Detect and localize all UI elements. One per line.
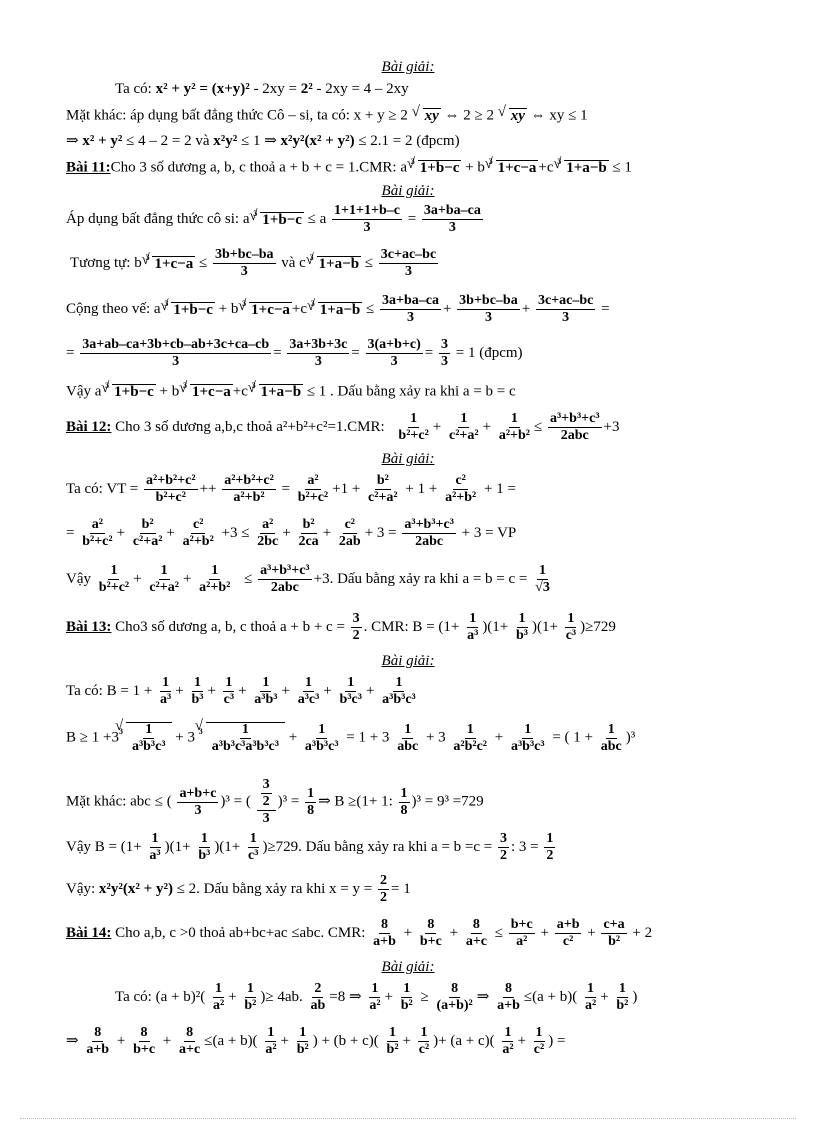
b13-line-5: Vậy: x²y²(x² + y²) ≤ 2. Dấu bằng xảy ra khi x = y = $\frac{2}{2}$ = 1 — [66, 873, 411, 905]
fraction: $\frac{\text{a²}}{2bc}$ — [257, 517, 279, 549]
b13-line-2: $B \ge 1 +3^3$ √ $\frac{1}{\text{a³b³c³}}$ + 3 $^3$ √ $\frac{1}{\text{a³b³c³a³b³c³}}$ + $\frac{1}{\text{a³b³c³}}$ = 1 + 3 $\frac{1}{\text{abc}}$ + 3 $\frac{1}{\text{a²b²c²}}$ + $\frac{1}{\text{a³b³c³}}$ = ( 1 + $\frac{1}{\text{abc}}$ )³ — [66, 722, 816, 754]
fraction: $\frac{1}{√3}$ — [535, 563, 550, 595]
fraction: $\frac{1}{\text{a³b³c³}}$ — [510, 721, 545, 754]
fraction: $\frac{1}{\text{b³}}$ — [198, 831, 211, 863]
fraction: $\frac{1}{\text{c³}}$ — [248, 831, 259, 863]
problem-13: Bài 13: Cho3 số dương a, b, c thoả a + b + c = $\frac{3}{2}$ . CMR: B = (1+ $\frac{1}{\text{a³}}$ )(1+ $\frac{1}{\text{b³}}$ )(1+ $\frac{1}{\text{c³}}$ )≥729 — [66, 611, 616, 643]
fraction: $\frac{1}{8}$ — [307, 785, 315, 818]
solution-heading: Bài giải: — [381, 59, 435, 76]
fraction: $\frac{1}{\text{a²}}$ — [369, 981, 381, 1013]
fraction: $\frac{1}{\text{a³}}$ — [149, 831, 161, 863]
fraction: $\frac{3a+ab-ca+3b+cb-ab+3c+ca-cb}{3}$ — [82, 337, 270, 369]
b14-line-1: Ta có: (a + b)²( $\frac{1}{\text{a²}}$ + $\frac{1}{\text{b²}}$ )≥ 4ab. $\frac{2}{ab}$ =8 ⇒ $\frac{1}{\text{a²}}$ + $\frac{1}{\text{b²}}$ ≥ $\frac{8}{\text{(a+b)²}}$ ⇒ $\frac{8}{a+b}$ ≤(a + b)( $\frac{1}{\text{a²}}$ + $\frac{1}{\text{b²}}$ ) — [115, 981, 638, 1013]
b12-line-3: Vậy $\frac{1}{\text{b²+c²}}$ + $\frac{1}{\text{c²+a²}}$ + $\frac{1}{\text{a²+b²}}$ ≤ $\frac{\text{a³+b³+c³}}{\text{2abc}}$ +3. Dấu bằng xảy ra khi a = b = c = $\frac{1}{√3}$ — [66, 563, 550, 595]
fraction: $\frac{1}{\text{c³}}$ — [565, 611, 577, 643]
fraction: $\frac{1}{8}$ — [400, 785, 408, 818]
fraction: $\frac{1}{\text{c²}}$ — [418, 1025, 430, 1057]
fraction: $\frac{\text{a³+b³+c³}}{\text{2abc}}$ — [260, 563, 310, 595]
fraction: $\frac{a+b}{\text{c²}}$ — [556, 917, 580, 949]
solution-heading-12: Bài giải: — [381, 451, 435, 468]
fraction: $\frac{3}{2}$ — [500, 831, 507, 863]
b13-line-1: Ta có: B = 1 + $\frac{1}{\text{a³}}$ + $\frac{1}{\text{b³}}$ + $\frac{1}{\text{c³}}$ + $\frac{1}{\text{a³b³}}$ + $\frac{1}{\text{a³c³}}$ + $\frac{1}{\text{b³c³}}$ + $\frac{1}{\text{a³b³c³}}$ — [66, 675, 416, 707]
problem-11: Bài 11:Cho 3 số dương a, b, c thoả a + b + c = 1.CMR: a $^3$√ 1+b−c + b $^3$√ 1+c−a +c $^3$√ 1+a−b ≤ 1 — [66, 160, 816, 176]
fraction: $\frac{8}{\text{(a+b)²}}$ — [436, 981, 473, 1013]
b12-line-1: Ta có: VT = $\frac{\text{a²+b²+c²}}{\text{b²+c²}}$ ++ $\frac{\text{a²+b²+c²}}{\text{a²+b²}}$ = $\frac{\text{a²}}{\text{b²+c²}}$ +1 + $\frac{\text{b²}}{\text{c²+a²}}$ + 1 + $\frac{\text{c²}}{\text{a²+b²}}$ + 1 = — [66, 473, 516, 505]
fraction: $\frac{1}{\text{a³}}$ — [160, 675, 172, 707]
fraction: $\frac{1}{\text{a²}}$ — [212, 981, 225, 1013]
fraction: $\frac{1}{\text{a²}}$ — [584, 981, 597, 1013]
b14-line-2: ⇒ $\frac{8}{a+b}$ + $\frac{8}{b+c}$ + $\frac{8}{a+c}$ ≤(a + b)( $\frac{1}{\text{a²}}$ + $\frac{1}{\text{b²}}$ ) + (b + c)( $\frac{1}{\text{b²}}$ + $\frac{1}{\text{c²}}$ )+ (a + c)( $\frac{1}{\text{a²}}$ + $\frac{1}{\text{c²}}$ ) = — [66, 1025, 566, 1057]
fraction: $\frac{1}{\text{a³c³}}$ — [297, 675, 320, 707]
fraction: $\frac{\frac{3}{2}}{3}$ — [257, 778, 276, 826]
fraction: $\frac{\text{a²}}{\text{b²+c²}}$ — [297, 473, 329, 505]
fraction: $\frac{1}{\text{c²+a²}}$ — [149, 563, 179, 595]
fraction: $\frac{\text{a³+b³+c³}}{\text{2abc}}$ — [404, 517, 454, 549]
fraction: $\frac{\text{b²}}{\text{c²+a²}}$ — [368, 473, 398, 505]
fraction: $\frac{c+a}{\text{b²}}$ — [603, 917, 625, 949]
fraction: $\frac{3(a+b+c)}{3}$ — [367, 337, 421, 369]
fraction: $\frac{1}{\text{b²}}$ — [296, 1025, 309, 1057]
fraction: $\frac{8}{a+b}$ — [86, 1025, 110, 1057]
b11-line-4: = $\frac{3a+ab-ca+3b+cb-ab+3c+ca-cb}{3}$ = $\frac{3a+3b+3c}{3}$ = $\frac{3(a+b+c)}{3}$ = $\frac{3}{3}$ = 1 (đpcm) — [66, 337, 523, 369]
fraction: $\frac{8}{a+c}$ — [465, 917, 488, 949]
fraction: $\frac{1}{\text{c²}}$ — [533, 1025, 545, 1057]
fraction: $\frac{\text{c²}}{\text{a²+b²}}$ — [182, 517, 214, 549]
b12-line-2: = $\frac{\text{a²}}{\text{b²+c²}}$ + $\frac{\text{b²}}{\text{c²+a²}}$ + $\frac{\text{c²}}{\text{a²+b²}}$ +3 ≤ $\frac{\text{a²}}{2bc}$ + $\frac{\text{b²}}{2ca}$ + $\frac{\text{c²}}{2ab}$ + 3 = $\frac{\text{a³+b³+c³}}{\text{2abc}}$ + 3 = VP — [66, 517, 517, 549]
fraction: $\frac{\text{a²+b²+c²}}{\text{a²+b²}}$ — [224, 473, 274, 505]
fraction: $\frac{3a+ba-ca}{3}$ — [381, 293, 439, 325]
fraction: $\frac{1}{\text{b²}}$ — [616, 981, 629, 1013]
b11-line-1: Áp dụng bất đẳng thức cô si: a $^3$√ 1+b−c ≤ a $\frac{1+1+1+b-c}{3}$ = $\frac{3a+ba-ca}{3}$ — [66, 204, 816, 235]
fraction: $\frac{1}{\text{b²+c²}}$ — [98, 563, 130, 595]
fraction: $\frac{8}{a+b}$ — [497, 981, 520, 1013]
fraction: $\frac{8}{b+c}$ — [133, 1025, 156, 1057]
problem-12: Bài 12: Cho 3 số dương a,b,c thoả a²+b²+c²=1.CMR: $\frac{1}{\text{b²+c²}}$ + $\frac{1}{\text{c²+a²}}$ + $\frac{1}{\text{a²+b²}}$ ≤ $\frac{\text{a³+b³+c³}}{\text{2abc}}$ +3 — [66, 411, 620, 443]
solution-heading-14: Bài giải: — [381, 959, 435, 976]
solution-heading-11: Bài giải: — [381, 183, 435, 200]
fraction: $\frac{1}{\text{a³b³c³}}$ — [382, 675, 416, 707]
fraction: $\frac{1+1+1+b-c}{3}$ — [334, 203, 400, 235]
fraction: $\frac{\text{c²}}{\text{a²+b²}}$ — [445, 473, 477, 505]
fraction: $\frac{\text{b²}}{2ca}$ — [298, 517, 319, 549]
eq-line-2: Mặt khác: áp dụng bất đẳng thức Cô – si, ta có: x + y ≥ 2 √ xy ⇔ 2 ≥ 2 √ xy ⇔ xy ≤ 1 — [66, 108, 816, 124]
fraction: $\frac{1}{\text{b²}}$ — [244, 981, 257, 1013]
fraction: $\frac{1}{\text{a²+b²}}$ — [498, 411, 530, 443]
fraction: $\frac{1}{\text{b²}}$ — [386, 1025, 399, 1057]
fraction: $\frac{3b+bc-ba}{3}$ — [214, 247, 274, 279]
fraction: $\frac{1}{\text{a²}}$ — [265, 1025, 277, 1057]
fraction: $\frac{1}{\text{b²+c²}}$ — [398, 411, 429, 443]
fraction: $\frac{3}{2}$ — [262, 777, 270, 809]
fraction: $\frac{3}{2}$ — [352, 611, 360, 643]
fraction: $\frac{a+b+c}{3}$ — [179, 785, 217, 818]
fraction: $\frac{1}{\text{b³c³}}$ — [339, 675, 362, 707]
page-footer-divider — [20, 1118, 796, 1120]
fraction: $\frac{1}{\text{a²b²c²}}$ — [453, 721, 487, 754]
fraction: $\frac{1}{\text{b²}}$ — [400, 981, 413, 1013]
fraction: $\frac{\text{a³+b³+c³}}{\text{2abc}}$ — [549, 411, 600, 443]
fraction: $\frac{1}{\text{abc}}$ — [397, 721, 419, 754]
fraction: $\frac{\text{a²+b²+c²}}{\text{b²+c²}}$ — [146, 473, 196, 505]
fraction: $\frac{1}{\text{a³b³}}$ — [254, 675, 278, 707]
fraction: $\frac{\text{c²}}{2ab}$ — [338, 517, 361, 549]
fraction: $\frac{\text{a²}}{\text{b²+c²}}$ — [82, 517, 113, 549]
fraction: $\frac{\text{b²}}{\text{c²+a²}}$ — [132, 517, 163, 549]
fraction: $\frac{3a+ba-ca}{3}$ — [423, 203, 481, 235]
fraction: $\frac{1}{2}$ — [546, 831, 554, 863]
fraction: $\frac{3}{3}$ — [441, 337, 449, 369]
fraction: $\frac{3a+3b+3c}{3}$ — [289, 337, 348, 369]
fraction: $\frac{8}{b+c}$ — [419, 917, 442, 949]
eq-line-1: Ta có: x² + y² = (x+y)² - 2xy = 2² - 2xy = 4 – 2xy — [115, 81, 409, 98]
fraction: √ $\frac{1}{\text{a³b³c³a³b³c³}}$ — [211, 722, 279, 754]
fraction: $\frac{2}{ab}$ — [310, 981, 326, 1013]
fraction: $\frac{1}{\text{a³}}$ — [467, 611, 479, 643]
fraction: $\frac{1}{\text{b³}}$ — [516, 611, 528, 643]
b13-line-4: Vậy B = (1+ $\frac{1}{\text{a³}}$ )(1+ $\frac{1}{\text{b³}}$ )(1+ $\frac{1}{\text{c³}}$ )≥729. Dấu bằng xảy ra khi a = b =c = $\frac{3}{2}$ : 3 = $\frac{1}{2}$ — [66, 831, 554, 863]
fraction: $\frac{3c+ac-bc}{3}$ — [537, 293, 594, 325]
solution-heading-13: Bài giải: — [381, 653, 435, 670]
fraction: $\frac{1}{\text{c³}}$ — [223, 675, 235, 707]
fraction: $\frac{3c+ac-bc}{3}$ — [380, 247, 437, 279]
fraction: $\frac{1}{\text{a³b³c³}}$ — [304, 721, 339, 754]
fraction: $\frac{8}{a+b}$ — [373, 917, 396, 949]
problem-14: Bài 14: Cho a,b, c >0 thoả ab+bc+ac ≤abc. CMR: $\frac{8}{a+b}$ + $\frac{8}{b+c}$ + $\frac{8}{a+c}$ ≤ $\frac{b+c}{\text{a²}}$ + $\frac{a+b}{\text{c²}}$ + $\frac{c+a}{\text{b²}}$ + 2 — [66, 917, 653, 949]
fraction: $\frac{3b+bc-ba}{3}$ — [459, 293, 518, 325]
fraction: $\frac{1}{\text{c²+a²}}$ — [449, 411, 479, 443]
b13-line-3: Mặt khác: abc ≤ ( $\frac{a+b+c}{3}$ )³ = ( $\frac{\frac{3}{2}}{3}$ )³ = $\frac{1}{8}$ ⇒ B ≥(1+ 1: $\frac{1}{8}$ )³ = 9³ =729 — [66, 777, 484, 826]
b11-line-2: Tương tự: b $^3$√ 1+c−a ≤ $\frac{3b+bc-ba}{3}$ và c $^3$√ 1+a−b ≤ $\frac{3c+ac-bc}{3}$ — [70, 248, 816, 279]
eq-line-3: ⇒ x² + y² ≤ 4 – 2 = 2 và x²y² ≤ 1 ⇒ x²y²(x² + y²) ≤ 2.1 = 2 (đpcm) — [66, 133, 460, 150]
fraction: $\frac{b+c}{\text{a²}}$ — [510, 917, 533, 949]
fraction: $\frac{2}{2}$ — [379, 873, 387, 905]
fraction: √ $\frac{1}{\text{a³b³c³}}$ — [131, 722, 166, 754]
fraction: $\frac{1}{\text{b³}}$ — [191, 675, 204, 707]
b11-line-5: Vậy a $^3$√ 1+b−c + b $^3$√ 1+c−a +c $^3$√ 1+a−b ≤ 1 . Dấu bằng xảy ra khi a = b = c — [66, 384, 816, 400]
fraction: $\frac{1}{\text{a²+b²}}$ — [199, 563, 231, 595]
fraction: $\frac{1}{\text{a²}}$ — [502, 1025, 514, 1057]
fraction: $\frac{8}{a+c}$ — [179, 1025, 201, 1057]
b11-line-3: Cộng theo vế: a $^3$√ 1+b−c + b $^3$√ 1+c−a +c $^3$√ 1+a−b ≤ $\frac{3a+ba-ca}{3}$ + $\frac{3b+bc-ba}{3}$ + $\frac{3c+ac-bc}{3}$ = — [66, 294, 816, 325]
fraction: $\frac{1}{\text{abc}}$ — [600, 721, 622, 754]
